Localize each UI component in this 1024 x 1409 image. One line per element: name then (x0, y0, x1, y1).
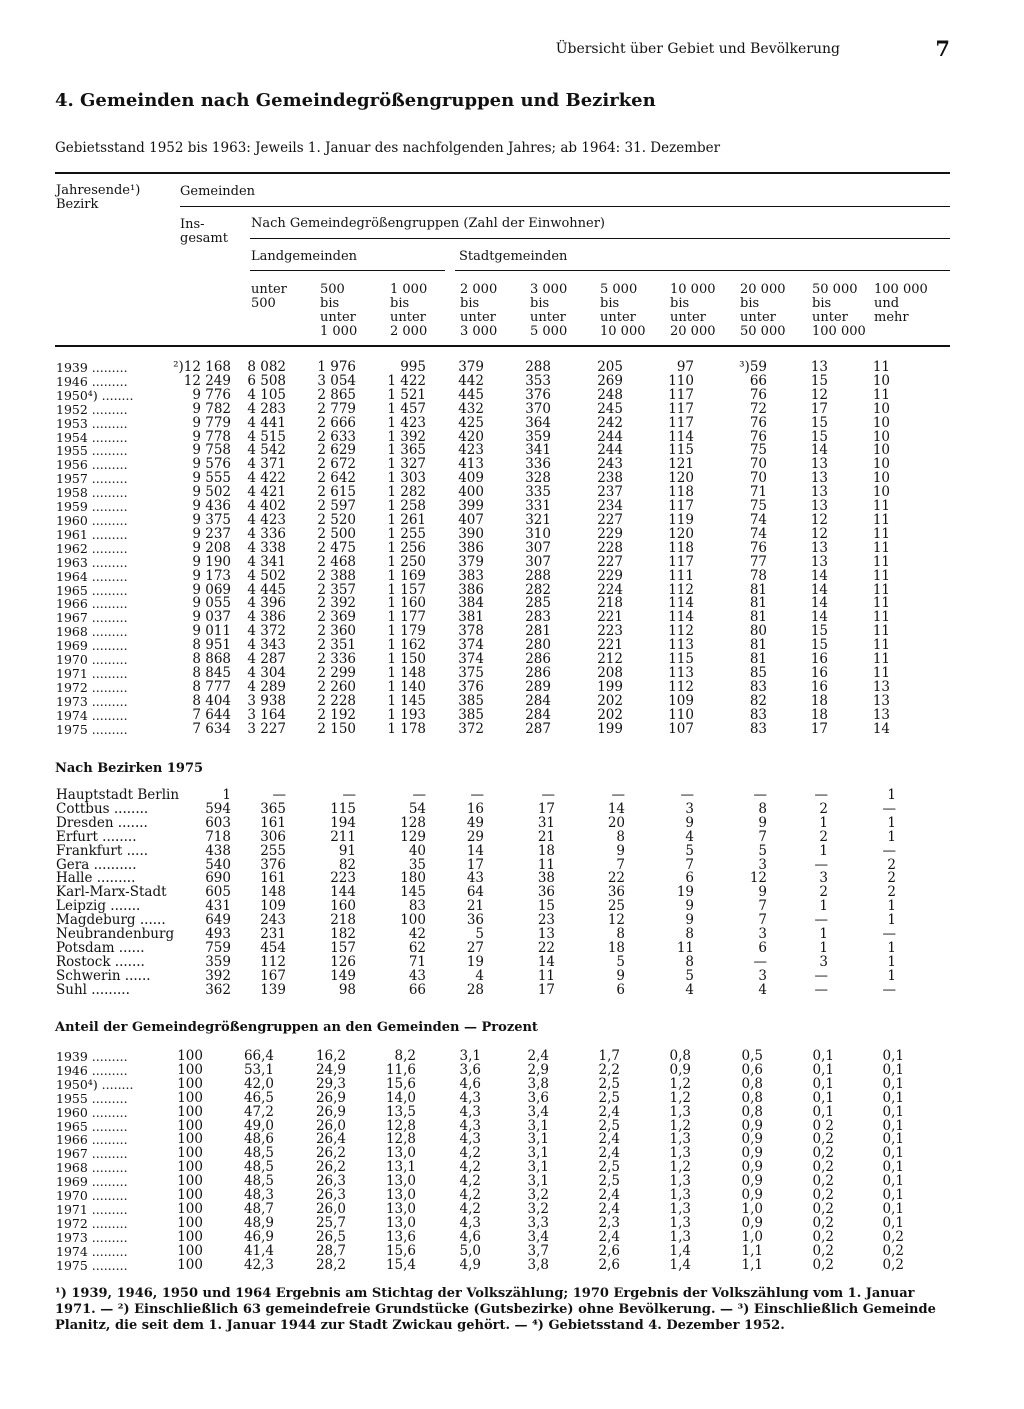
anteil-col-2000-3000: 3,1 3,6 4,6 4,3 4,3 4,3 4,3 4,2 4,2 4,2 4,2 4,2 4,3 4,6 5,0 4,9 (459, 1048, 481, 1273)
anteil-col-1000-2000: 8,2 11,6 15,6 14,0 13,5 12,8 12,8 13,0 13,1 13,0 13,0 13,0 13,0 13,6 15,6 15,4 (385, 1048, 416, 1273)
header-col-50000-100000: 50 000 bis unter 100 000 (812, 282, 866, 339)
table-subtitle: Gebietsstand 1952 bis 1963: Jeweils 1. Januar des nachfolgenden Jahres; ab 1964: 31. Dezember (55, 140, 721, 156)
top-rule (55, 172, 950, 174)
header-col-10000-20000: 10 000 bis unter 20 000 (670, 282, 716, 339)
header-col-20000-50000: 20 000 bis unter 50 000 (740, 282, 786, 339)
years-col-3000-5000: 288 353 376 370 364 359 341 336 328 335 331 321 310 307 307 288 282 285 283 281 280 286 286 289 284 284 287 (525, 359, 551, 737)
header-col-100000-mehr: 100 000 und mehr (874, 282, 928, 325)
anteil-col-5000-10000: 1,7 2,2 2,5 2,5 2,4 2,5 2,4 2,4 2,5 2,5 2,4 2,4 2,3 2,4 2,6 2,6 (598, 1048, 620, 1273)
header-row-label: Jahresende¹) Bezirk (56, 183, 141, 212)
anteil-col-500-1000: 16,2 24,9 29,3 26,9 26,9 26,0 26,4 26,2 26,2 26,3 26,3 26,0 25,7 26,5 28,7 28,2 (315, 1048, 346, 1273)
header-col-500-1000: 500 bis unter 1 000 (320, 282, 358, 339)
years-col-50000-100000: 13 15 12 17 15 15 14 13 13 13 13 12 12 13 13 14 14 14 14 15 15 16 16 16 18 18 17 (810, 359, 828, 737)
groessen-rule (250, 238, 950, 239)
header-nach-groessen: Nach Gemeindegrößengruppen (Zahl der Einwohner) (251, 216, 605, 231)
bezirke-heading: Nach Bezirken 1975 (55, 761, 204, 776)
bezirke-col-3000-5000: — 17 31 21 18 11 38 36 15 23 13 22 14 11 17 (537, 787, 555, 998)
bezirke-col-10000-20000: — 3 9 4 5 7 6 19 9 9 8 11 8 5 4 (676, 787, 694, 998)
anteil-col-20000-50000: 0,5 0,6 0,8 0,8 0,8 0,9 0,9 0,9 0,9 0,9 0,9 1,0 0,9 1,0 1,1 1,1 (741, 1048, 763, 1273)
years-col-2000-3000: 379 442 445 432 425 420 423 413 409 400 399 407 390 386 379 383 386 384 381 378 374 374 375 376 385 385 372 (458, 359, 484, 737)
header-bottom-rule (55, 345, 950, 347)
bezirke-col-500-1000: — 115 194 211 91 82 223 144 160 218 182 157 126 149 98 (330, 787, 356, 998)
years-col-1000-2000: 995 1 422 1 521 1 457 1 423 1 392 1 365 1 327 1 303 1 282 1 258 1 261 1 255 1 256 1 250 1 169 1 157 1 160 1 177 1 179 1 162 1 150 1 148 1 140 1 145 1 193 1 178 (387, 359, 426, 737)
years-col-20000-50000: ³)59 66 76 72 76 76 75 70 70 71 75 74 74 76 77 78 81 81 81 80 81 81 85 83 82 83 83 (739, 359, 767, 737)
running-head: Übersicht über Gebiet und Bevölkerung (555, 41, 840, 57)
years-col-unter-500: 8 082 6 508 4 105 4 283 4 441 4 515 4 542 4 371 4 422 4 421 4 402 4 423 4 336 4 338 4 341 4 502 4 445 4 396 4 386 4 372 4 343 4 287 4 304 4 289 3 938 3 164 3 227 (247, 359, 286, 737)
years-col-5000-10000: 205 269 248 245 242 244 244 243 238 237 234 227 229 228 227 229 224 218 221 223 221 212 208 199 202 202 199 (597, 359, 623, 737)
header-gemeinden: Gemeinden (180, 184, 256, 199)
anteil-col-3000-5000: 2,4 2,9 3,8 3,6 3,4 3,1 3,1 3,1 3,1 3,1 3,2 3,2 3,3 3,4 3,7 3,8 (527, 1048, 549, 1273)
anteil-heading: Anteil der Gemeindegrößengruppen an den Gemeinden — Prozent (55, 1020, 538, 1035)
anteil-col-insgesamt: 100 100 100 100 100 100 100 100 100 100 100 100 100 100 100 100 (177, 1048, 203, 1273)
header-landgemeinden: Landgemeinden (251, 249, 358, 264)
years-labels: 1939 ......... 1946 ......... 1950⁴) ........ 1952 ......... 1953 ......... 1954 ......... 1955 ......... 1956 ......... 1957 ......... 1958 ......... 1959 ......... 1960 ......... 1961 ......... 1962 ......... 1963 ......... 1964 ......... 1965 ......... 1966 ......... 1967 ......... 1968 ......... 1969 ......... 1970 ......... 1971 ......... 1972 ......... 1973 ......... 1974 ......... 1975 ......... (56, 360, 134, 737)
bezirke-col-1000-2000: — 54 128 129 40 35 180 145 83 100 42 62 71 43 66 (400, 787, 426, 998)
footnotes: ¹) 1939, 1946, 1950 und 1964 Ergebnis am Stichtag der Volkszählung; 1970 Ergebnis der Volkszählung vom 1. Januar 1971. — ²) Einschließlich 63 gemeindefreie Grundstücke (Gutsbezirke) ohne Bevölkerung. — ³) Einschließlich Gemeinde Planitz, die seit dem 1. Januar 1944 zur Stadt Zwickau gehört. — ⁴) Gebietsstand 4. Dezember 1952. (55, 1286, 936, 1333)
stadt-rule (455, 270, 950, 271)
header-col-5000-10000: 5 000 bis unter 10 000 (600, 282, 646, 339)
bezirke-col-20000-50000: — 8 9 7 5 3 12 9 7 7 3 6 — 3 4 (749, 787, 767, 998)
header-col-unter-500: unter 500 (251, 282, 287, 311)
header-insgesamt: Ins- gesamt (180, 217, 228, 246)
years-col-10000-20000: 97 110 117 117 117 114 115 121 120 118 117 119 120 118 117 111 112 114 114 112 113 115 113 112 109 110 107 (668, 359, 694, 737)
page-number: 7 (935, 36, 950, 61)
bezirke-labels: Hauptstadt Berlin Cottbus ........ Dresden ....... Erfurt ........ Frankfurt ..... Gera .......... Halle ......... Karl-Marx-Stadt Leipzig ....... Magdeburg ...... Neubrandenburg Potsdam ...... Rostock ....... Schwerin ...... Suhl ......... (56, 787, 180, 998)
header-stadtgemeinden: Stadtgemeinden (459, 249, 568, 264)
years-col-500-1000: 1 976 3 054 2 865 2 779 2 666 2 633 2 629 2 672 2 642 2 615 2 597 2 520 2 500 2 475 2 468 2 388 2 357 2 392 2 369 2 360 2 351 2 336 2 299 2 260 2 228 2 192 2 150 (317, 359, 356, 737)
land-rule (250, 270, 445, 271)
years-col-insgesamt: ²)12 168 12 249 9 776 9 782 9 779 9 778 9 758 9 576 9 555 9 502 9 436 9 375 9 237 9 208 9 190 9 173 9 069 9 055 9 037 9 011 8 951 8 868 8 845 8 777 8 404 7 644 7 634 (173, 359, 231, 737)
header-col-2000-3000: 2 000 bis unter 3 000 (460, 282, 498, 339)
anteil-labels: 1939 ......... 1946 ......... 1950⁴) ........ 1955 ......... 1960 ......... 1965 ......... 1966 ......... 1967 ......... 1968 ......... 1969 ......... 1970 ......... 1971 ......... 1972 ......... 1973 ......... 1974 ......... 1975 ......... (56, 1049, 134, 1273)
table-title: 4. Gemeinden nach Gemeindegrößengruppen und Bezirken (55, 90, 656, 111)
bezirke-col-2000-3000: — 16 49 29 14 17 43 64 21 36 5 27 19 4 28 (466, 787, 484, 998)
anteil-col-10000-20000: 0,8 0,9 1,2 1,2 1,3 1,2 1,3 1,3 1,2 1,3 1,3 1,3 1,3 1,3 1,4 1,4 (669, 1048, 691, 1273)
anteil-col-50000-100000: 0,1 0,1 0,1 0,1 0,1 0 2 0,2 0,2 0,2 0,2 0,2 0,2 0,2 0,2 0,2 0,2 (812, 1048, 834, 1273)
header-col-3000-5000: 3 000 bis unter 5 000 (530, 282, 568, 339)
years-col-100000-mehr: 11 10 11 10 10 10 10 10 10 10 11 11 11 11 11 11 11 11 11 11 11 11 11 13 13 13 14 (872, 359, 890, 737)
header-col-1000-2000: 1 000 bis unter 2 000 (390, 282, 428, 339)
anteil-col-100000-mehr: 0,1 0,1 0,1 0,1 0,1 0,1 0,1 0,1 0,1 0,1 0,1 0,1 0,1 0,2 0,2 0,2 (882, 1048, 904, 1273)
bezirke-col-5000-10000: — 14 20 8 9 7 22 36 25 12 8 18 5 9 6 (607, 787, 625, 998)
gemeinden-rule (180, 206, 950, 207)
bezirke-col-50000-100000: — 2 1 2 1 — 3 2 1 — 1 1 3 — — (814, 787, 828, 998)
bezirke-col-100000-mehr: 1 — 1 1 — 2 2 2 1 1 — 1 1 1 — (882, 787, 896, 998)
anteil-col-unter-500: 66,4 53,1 42,0 46,5 47,2 49,0 48,6 48,5 48,5 48,5 48,3 48,7 48,9 46,9 41,4 42,3 (243, 1048, 274, 1273)
bezirke-col-unter-500: — 365 161 306 255 376 161 148 109 243 231 454 112 167 139 (260, 787, 286, 998)
bezirke-col-insgesamt: 1 594 603 718 438 540 690 605 431 649 493 759 359 392 362 (205, 787, 231, 998)
